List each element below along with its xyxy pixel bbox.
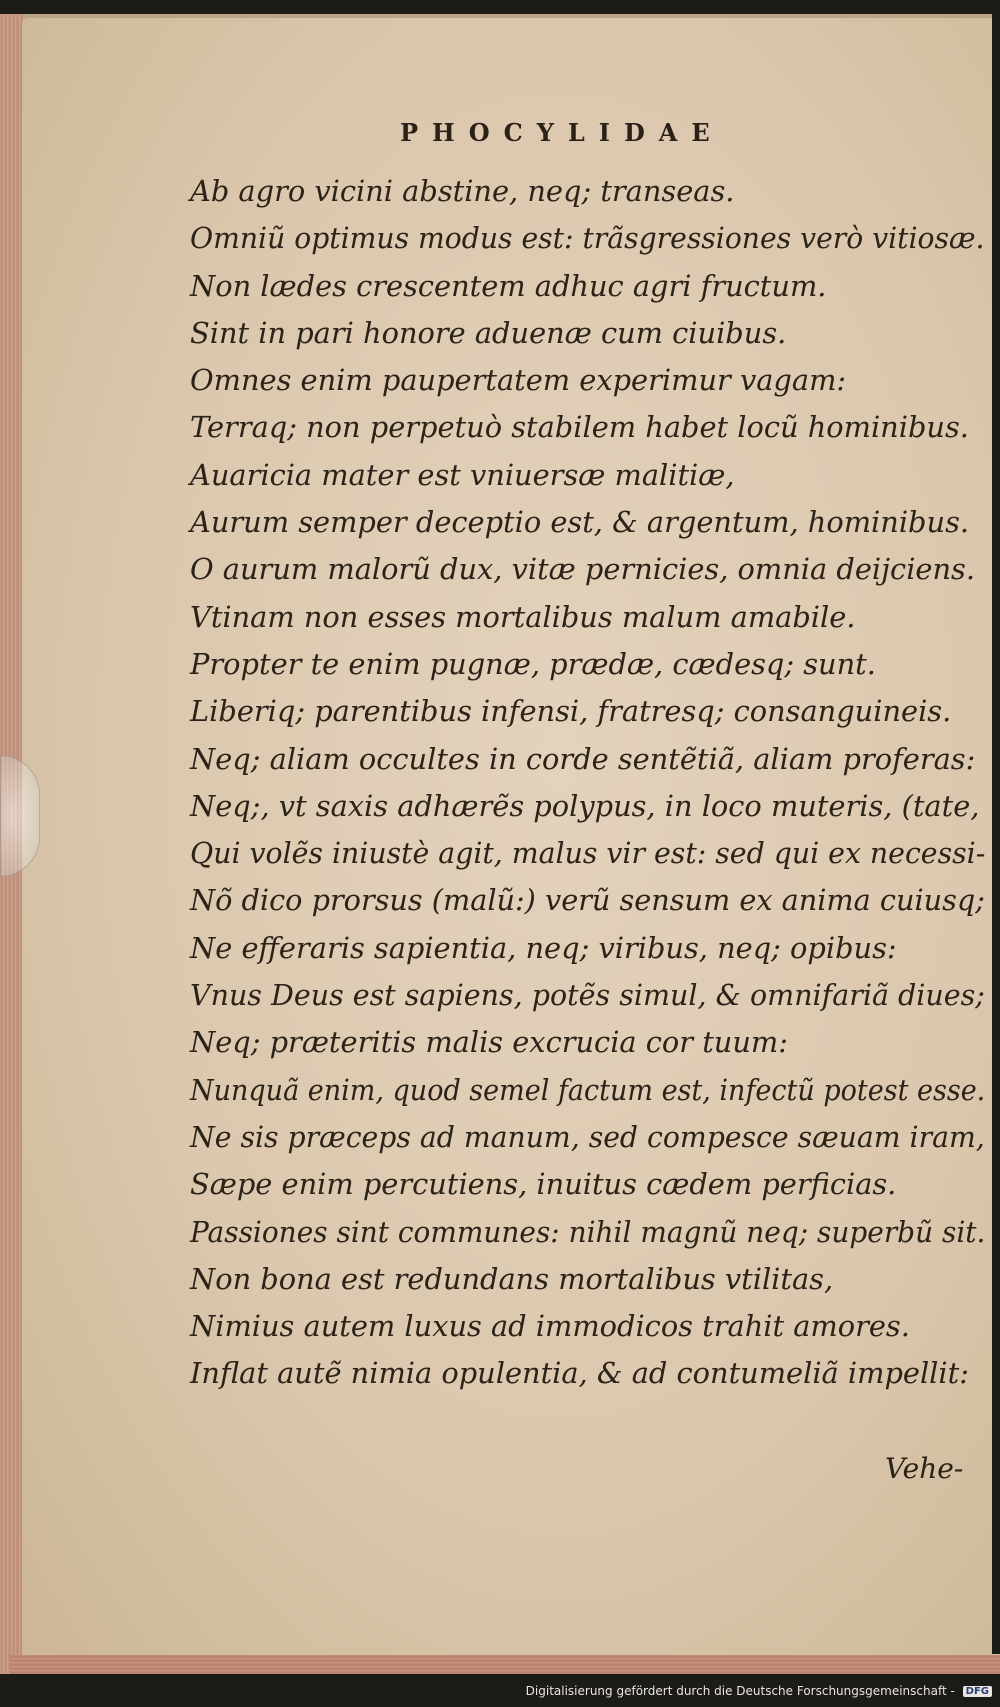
- verse-line: Ne efferaris sapientia, neq; viribus, neq; opibus:: [190, 930, 897, 965]
- verse-line: Auaricia mater est vniuersæ malitiæ,: [190, 457, 735, 492]
- catchword: Vehe-: [885, 1452, 964, 1485]
- verse-line: Qui volẽs iniustè agit, malus vir est: sed qui ex necessi-: [190, 836, 986, 871]
- verse-line: Sæpe enim percutiens, inuitus cædem perficias.: [190, 1167, 897, 1202]
- verse-line: Ab agro vicini abstine, neq; transeas.: [190, 174, 735, 208]
- verse-line: Neq; aliam occultes in corde sentẽtiã, aliam proferas:: [190, 741, 976, 776]
- verse-line: Terraq; non perpetuò stabilem habet locũ hominibus.: [190, 410, 969, 445]
- verse-line: Omnes enim paupertatem experimur vagam:: [190, 363, 847, 398]
- dfg-logo: DFG: [963, 1686, 992, 1697]
- verse-line: Propter te enim pugnæ, prædæ, cædesq; sunt.: [190, 646, 876, 681]
- verse-line: Vnus Deus est sapiens, potẽs simul, & omnifariã diues;: [190, 978, 985, 1013]
- verse-line: Nõ dico prorsus (malũ:) verũ sensum ex anima cuiusq;: [190, 883, 985, 918]
- verse-line: O aurum malorũ dux, vitæ pernicies, omnia deijciens.: [190, 552, 975, 587]
- verse-line: Non bona est redundans mortalibus vtilitas,: [190, 1261, 834, 1296]
- verse-line: Passiones sint communes: nihil magnũ neq; superbũ sit.: [190, 1214, 986, 1249]
- verse-line: Omniũ optimus modus est: trãsgressiones verò vitiosæ.: [190, 221, 985, 256]
- digitization-credit: [526, 1684, 992, 1698]
- credit-text: Digitalisierung gefördert durch die Deutsche Forschungsgemeinschaft -: [525, 1684, 955, 1698]
- verse-line: Aurum semper deceptio est, & argentum, hominibus.: [190, 505, 970, 540]
- verse-line: Nimius autem luxus ad immodicos trahit amores.: [190, 1309, 910, 1344]
- verse-line: Neq; præteritis malis excrucia cor tuum:: [190, 1025, 788, 1060]
- verse-line: Liberiq; parentibus infensi, fratresq; consanguineis.: [190, 694, 952, 729]
- page-edges-bottom: [10, 1655, 1000, 1674]
- verse-line: Nunquã enim, quod semel factum est, infectũ potest esse.: [190, 1072, 986, 1107]
- right-margin-strip: [992, 14, 1000, 1654]
- verse-line: Ne sis præceps ad manum, sed compesce sæuam iram,: [190, 1119, 985, 1154]
- verse-line: Vtinam non esses mortalibus malum amabile.: [190, 599, 856, 634]
- running-header: PHOCYLIDAE: [400, 118, 724, 147]
- verse-lines: [190, 168, 990, 1398]
- verse-line: Sint in pari honore aduenæ cum ciuibus.: [190, 315, 787, 350]
- verse-line: Neq;, vt saxis adhærẽs polypus, in loco muteris, (tate,: [190, 788, 980, 823]
- verse-line: Inflat autẽ nimia opulentia, & ad contumeliã impellit:: [190, 1356, 969, 1391]
- verse-line: Non lædes crescentem adhuc agri fructum.: [190, 268, 827, 303]
